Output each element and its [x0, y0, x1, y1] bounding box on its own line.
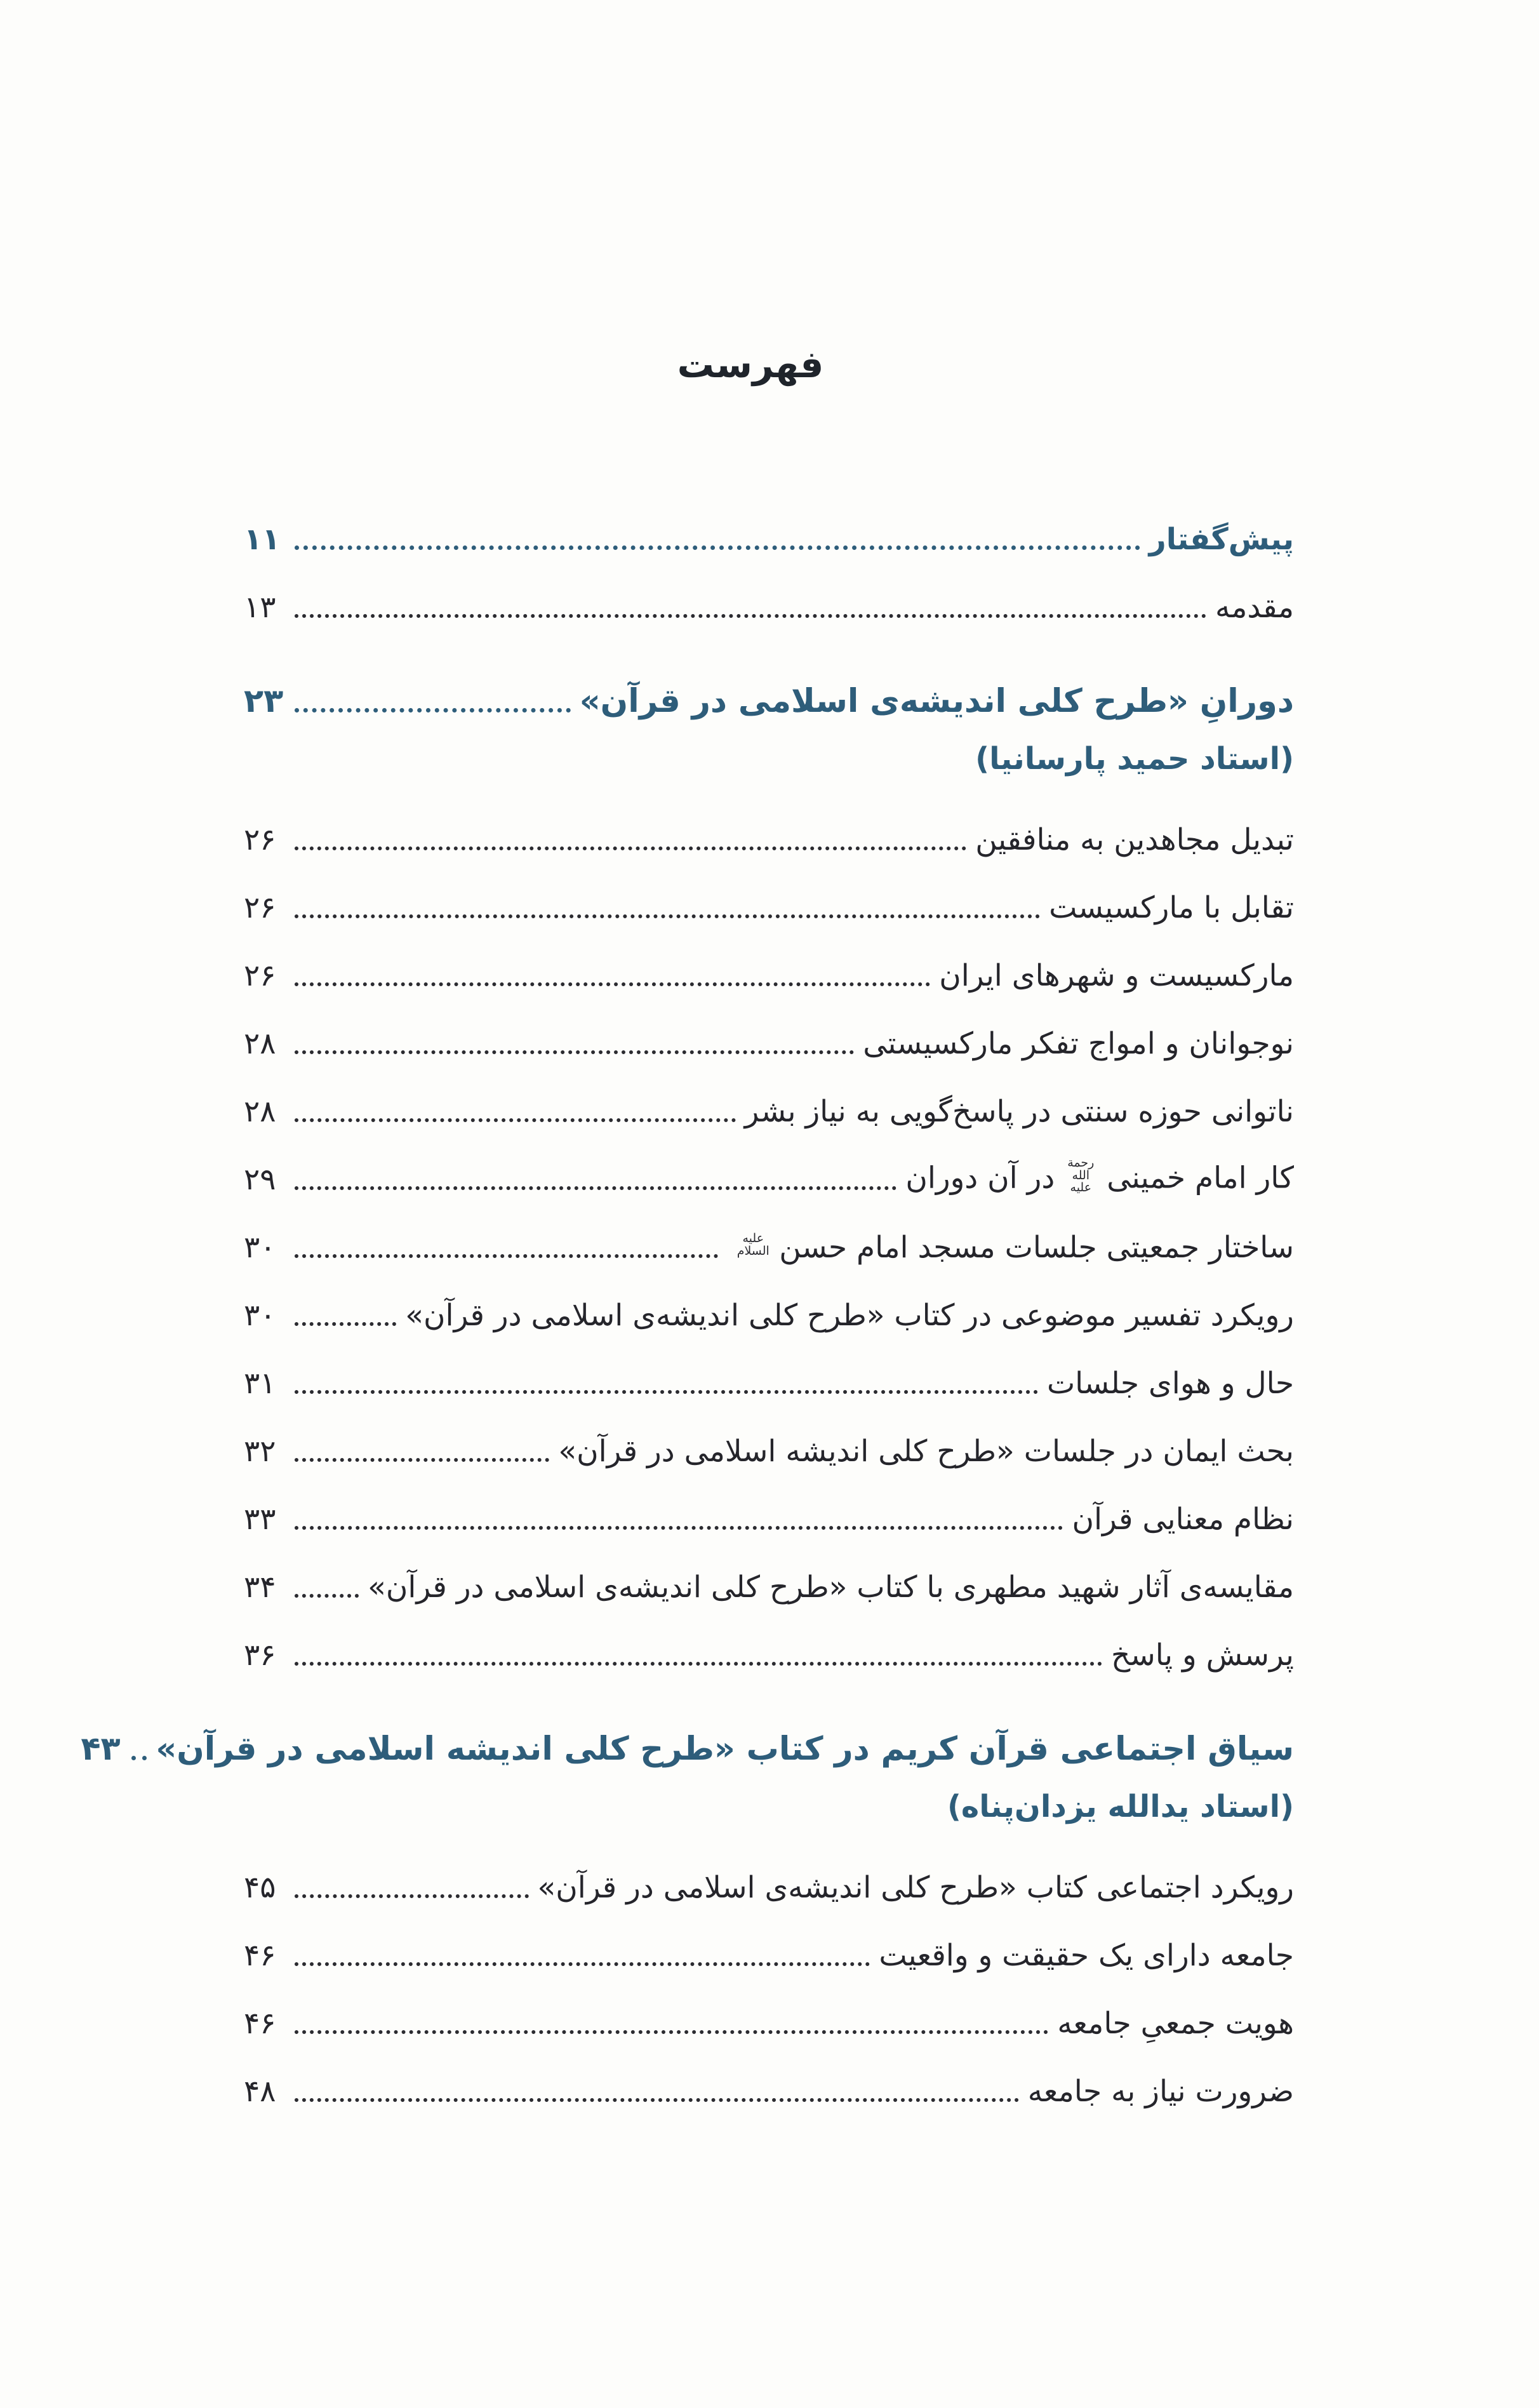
author-label: (استاد حمید پارسانیا) — [975, 740, 1294, 777]
page-number: ۴۶ — [244, 2005, 276, 2041]
toc-entry-row — [244, 1621, 1294, 1689]
entry-label: بحث ایمان در جلسات «طرح کلی اندیشه اسلامی در قرآن» — [558, 1433, 1294, 1469]
page-number: ۲۶ — [244, 890, 276, 925]
dot-leader — [295, 545, 1140, 550]
page-number: ۱۱ — [244, 521, 281, 557]
page-number: ۳۰ — [244, 1229, 276, 1265]
page-number: ۴۵ — [244, 1870, 276, 1905]
toc-entry-row — [244, 1214, 1294, 1281]
toc-entry-row — [244, 2057, 1294, 2125]
entry-label: پرسش و پاسخ — [1110, 1637, 1294, 1673]
toc-list — [81, 505, 1294, 2125]
entry-label: پیش‌گفتار — [1149, 521, 1294, 557]
toc-entry-row — [244, 1010, 1294, 1078]
toc-author-row — [244, 1784, 1294, 1829]
page-number: ۲۳ — [244, 683, 284, 721]
entry-label: مقدمه — [1215, 589, 1294, 625]
dot-leader — [295, 914, 1040, 918]
entry-label: رویکرد اجتماعی کتاب «طرح کلی اندیشه‌ی اسلامی در قرآن» — [537, 1870, 1294, 1905]
page-number: ۲۶ — [244, 958, 276, 993]
dot-leader — [295, 1186, 896, 1190]
entry-label: دورانِ «طرح کلی اندیشه‌ی اسلامی در قرآن» — [579, 683, 1294, 721]
entry-label: ضرورت نیاز به جامعه — [1027, 2073, 1294, 2109]
toc-entry-row — [244, 1922, 1294, 1990]
entry-label: سیاق اجتماعی قرآن کریم در کتاب «طرح کلی اندیشه اسلامی در قرآن» — [156, 1730, 1294, 1769]
dot-leader — [295, 1118, 736, 1122]
dot-leader — [295, 846, 966, 850]
dot-leader — [295, 1594, 359, 1598]
page-number: ۱۳ — [244, 589, 276, 625]
dot-leader — [131, 1756, 147, 1760]
toc-entry-row — [244, 573, 1294, 641]
page-number: ۲۹ — [244, 1161, 276, 1197]
page-number: ۲۸ — [244, 1026, 276, 1061]
page-number: ۴۸ — [244, 2073, 276, 2109]
author-label: (استاد یدالله یزدان‌پناه) — [947, 1788, 1294, 1824]
toc-entry-row — [244, 1078, 1294, 1146]
entry-label: جامعه دارای یک حقیقت و واقعیت — [879, 1937, 1294, 1973]
dot-leader — [295, 1962, 870, 1966]
dot-leader — [295, 2098, 1019, 2102]
page-number: ۳۴ — [244, 1569, 276, 1605]
entry-label: کار امام خمینیرحمة الله علیهدر آن دوران — [905, 1155, 1294, 1195]
toc-entry-row — [244, 1485, 1294, 1553]
dot-leader — [295, 1662, 1102, 1666]
dot-leader — [295, 1458, 549, 1462]
dot-leader — [295, 1390, 1038, 1394]
dot-leader — [295, 614, 1206, 618]
dot-leader — [295, 1254, 718, 1258]
toc-entry-row — [244, 1854, 1294, 1922]
entry-label: مارکسیست و شهرهای ایران — [939, 958, 1294, 993]
toc-entry-row — [244, 1146, 1294, 1214]
toc-entry-row — [244, 806, 1294, 874]
toc-entry-row — [244, 1990, 1294, 2057]
dot-leader — [295, 1894, 529, 1898]
toc-entry-row — [244, 1417, 1294, 1485]
entry-label: تبدیل مجاهدین به منافقین — [975, 822, 1294, 857]
dot-leader — [295, 1050, 854, 1054]
toc-entry-row — [244, 1281, 1294, 1349]
entry-label: حال و هوای جلسات — [1046, 1365, 1294, 1401]
toc-author-row — [244, 736, 1294, 782]
toc-entry-row — [244, 942, 1294, 1010]
entry-label: ناتوانی حوزه سنتی در پاسخ‌گویی به نیاز بشر — [744, 1094, 1294, 1129]
page-number: ۳۱ — [244, 1365, 276, 1401]
toc-entry-row — [244, 874, 1294, 942]
page-number: ۴۳ — [81, 1730, 121, 1769]
entry-label: رویکرد تفسیر موضوعی در کتاب «طرح کلی اندیشه‌ی اسلامی در قرآن» — [405, 1297, 1294, 1333]
dot-leader — [295, 1322, 396, 1326]
page-number: ۲۸ — [244, 1094, 276, 1129]
entry-label: تقابل با مارکسیست — [1049, 890, 1294, 925]
entry-label: مقایسه‌ی آثار شهید مطهری با کتاب «طرح کلی اندیشه‌ی اسلامی در قرآن» — [368, 1569, 1294, 1605]
entry-label: هویت جمعیِ جامعه — [1057, 2005, 1294, 2041]
dot-leader — [295, 1526, 1063, 1530]
toc-section-heading-row — [244, 668, 1294, 736]
page-number: ۴۶ — [244, 1937, 276, 1973]
dot-leader — [295, 982, 930, 986]
toc-entry-row — [244, 1349, 1294, 1417]
toc-section-heading-row — [81, 1716, 1294, 1784]
entry-label: ساختار جمعیتی جلسات مسجد امام حسنعلیه السلام — [727, 1231, 1294, 1264]
page-number: ۳۰ — [244, 1297, 276, 1333]
page-number: ۳۳ — [244, 1501, 276, 1537]
page-title: فهرست — [677, 343, 824, 386]
entry-label: نوجوانان و امواج تفکر مارکسیستی — [863, 1026, 1294, 1061]
page-number: ۳۶ — [244, 1637, 276, 1673]
entry-label: نظام معنایی قرآن — [1072, 1501, 1294, 1537]
page-number: ۲۶ — [244, 822, 276, 857]
dot-leader — [295, 2030, 1048, 2034]
toc-entry-row — [244, 1553, 1294, 1621]
page-number: ۳۲ — [244, 1433, 276, 1469]
toc-entry-row — [244, 505, 1294, 573]
dot-leader — [295, 708, 571, 712]
honorific-mark: رحمة الله علیه — [1067, 1155, 1095, 1195]
honorific-mark: علیه السلام — [736, 1231, 770, 1259]
